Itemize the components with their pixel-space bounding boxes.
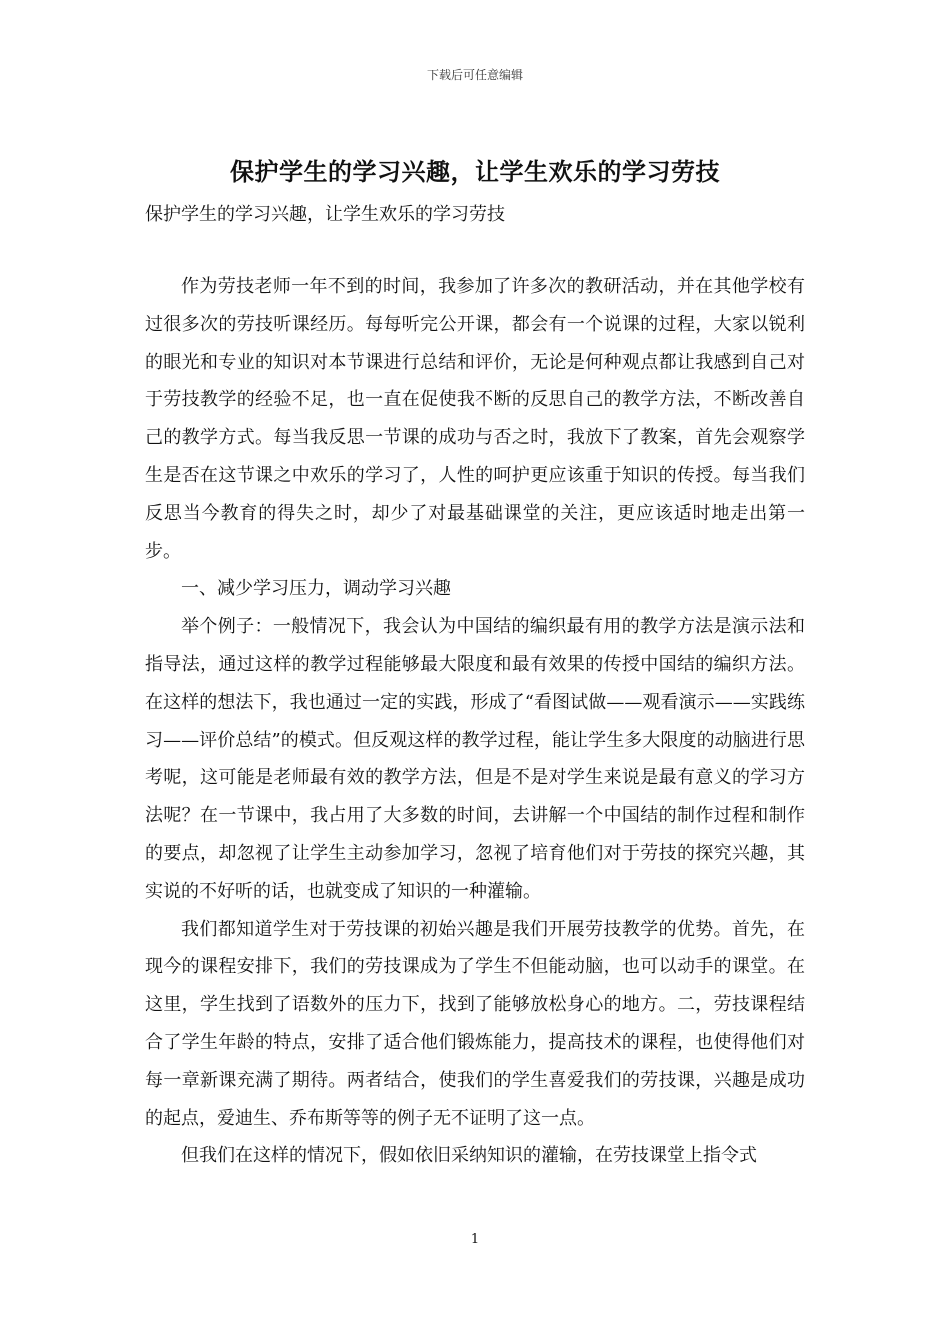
paragraph: 我们都知道学生对于劳技课的初始兴趣是我们开展劳技教学的优势。首先，在现今的课程安排下，我们的劳技课成为了学生不但能动脑，也可以动手的课堂。在这里，学生找到了语数外的压力下，找到了能够放松身心的地方。二，劳技课程结合了学生年龄的特点，安排了适合他们锻炼能力，提高技术的课程，也使得他们对每一章新课充满了期待。两者结合，使我们的学生喜爱我们的劳技课，兴趣是成功的起点，爱迪生、乔布斯等等的例子无不证明了这一点。 [145,918,805,1129]
paragraph: 但我们在这样的情况下，假如依旧采纳知识的灌输，在劳技课堂上指令式 [181,1145,757,1167]
page-header: 下载后可任意编辑 [426,68,523,82]
document-subtitle: 保护学生的学习兴趣，让学生欢乐的学习劳技 [145,204,505,225]
paragraph: 举个例子：一般情况下，我会认为中国结的编织最有用的教学方法是演示法和指导法，通过这样的教学过程能够最大限度和最有效果的传授中国结的编织方法。在这样的想法下，我也通过一定的实践，形成了“看图试做——观看演示——实践练习——评价总结”的模式。但反观这样的教学过程，能让学生多大限度的动脑进行思考呢，这可能是老师最有效的教学方法，但是不是对学生来说是最有意义的学习方法呢？在一节课中，我占用了大多数的时间，去讲解一个中国结的制作过程和制作的要点，却忽视了让学生主动参加学习，忽视了培育他们对于劳技的探究兴趣，其实说的不好听的话，也就变成了知识的一种灌输。 [145,616,805,902]
page-number: 1 [470,1232,480,1247]
section-heading: 一、减少学习压力，调动学习兴趣 [181,578,451,600]
paragraph: 作为劳技老师一年不到的时间，我参加了许多次的教研活动，并在其他学校有过很多次的劳技听课经历。每每听完公开课，都会有一个说课的过程，大家以锐利的眼光和专业的知识对本节课进行总结和评价，无论是何种观点都让我感到自己对于劳技教学的经验不足，也一直在促使我不断的反思自己的教学方法，不断改善自己的教学方式。每当我反思一节课的成功与否之时，我放下了教案，首先会观察学生是否在这节课之中欢乐的学习了，人性的呵护更应该重于知识的传授。每当我们反思当今教育的得失之时，却少了对最基础课堂的关注，更应该适时地走出第一步。 [145,276,805,562]
document-title: 保护学生的学习兴趣，让学生欢乐的学习劳技 [230,157,720,186]
document-body [145,268,805,1175]
